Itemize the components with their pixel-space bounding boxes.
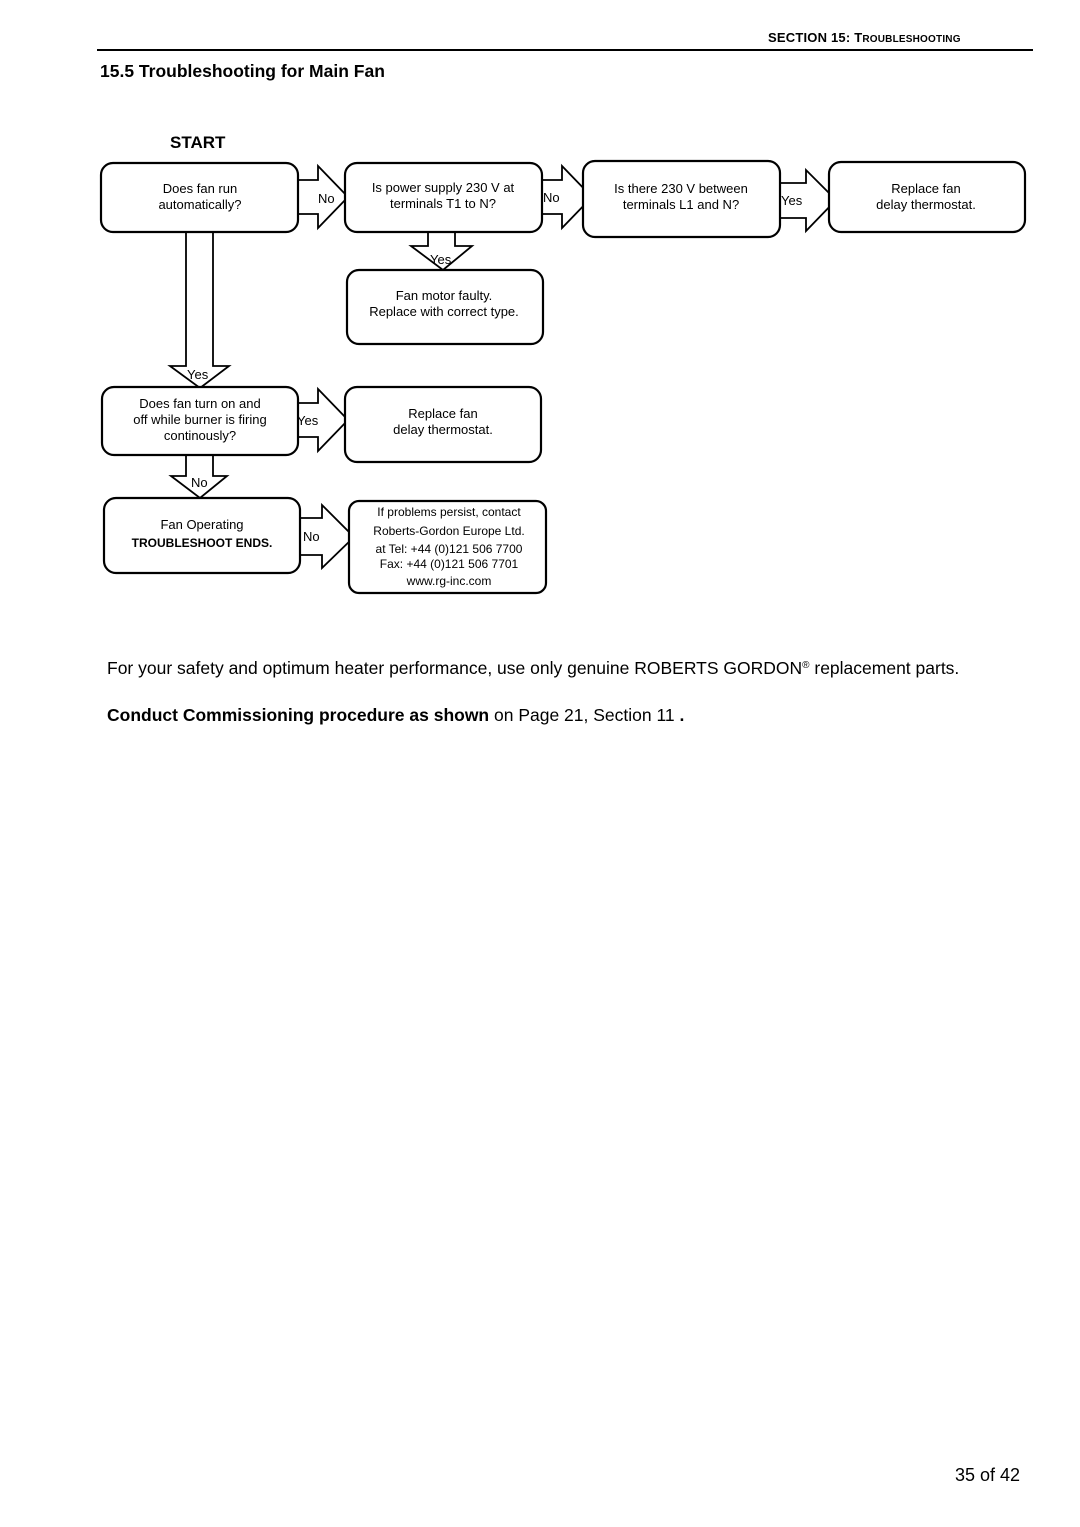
q2-line-2: terminals T1 to N? — [390, 196, 496, 211]
contact-line-1: If problems persist, contact — [377, 505, 521, 519]
start-label: START — [170, 133, 226, 152]
safety-text: For your safety and optimum heater performance, use only genuine ROBERTS GORDON — [107, 658, 803, 678]
q4-line-2: off while burner is firing — [133, 412, 267, 427]
arrow-q1-yes — [170, 230, 229, 388]
contact-line-3: at Tel: +44 (0)121 506 7700 — [375, 542, 523, 556]
r3-line-2: delay thermostat. — [393, 422, 493, 437]
commissioning-bold: Conduct Commissioning procedure as shown — [107, 705, 490, 725]
contact-line-5: www.rg-inc.com — [406, 574, 492, 588]
r2-line-2: Replace with correct type. — [369, 304, 519, 319]
contact-line-4: Fax: +44 (0)121 506 7701 — [379, 557, 519, 571]
q1-line-1: Does fan run — [162, 181, 238, 196]
section-header-rest: ROUBLESHOOTING — [862, 34, 961, 45]
r1-line-1: Replace fan — [891, 181, 961, 196]
end-line-1: Fan Operating — [160, 517, 244, 532]
commissioning-reference: on Page 21, Section 11 — [489, 705, 675, 725]
section-header-prefix: SECTION 15: T — [768, 30, 863, 45]
r1-line-2: delay thermostat. — [876, 197, 976, 212]
label-q4-no: No — [191, 475, 208, 490]
registered-mark: ® — [802, 660, 810, 671]
q3-line-2: terminals L1 and N? — [622, 197, 740, 212]
label-q3-yes: Yes — [781, 193, 803, 208]
page-title: 15.5 Troubleshooting for Main Fan — [100, 61, 385, 81]
commissioning-end: . — [674, 705, 685, 725]
q4-line-3: continously? — [163, 428, 237, 443]
q2-line-1: Is power supply 230 V at — [371, 180, 515, 195]
label-q4-yes: Yes — [297, 413, 319, 428]
label-q2-yes: Yes — [430, 252, 452, 267]
label-q1-no: No — [318, 191, 335, 206]
r2-line-1: Fan motor faulty. — [395, 288, 493, 303]
r3-line-1: Replace fan — [408, 406, 478, 421]
page-number: 35 of 42 — [955, 1465, 1021, 1485]
q3-line-1: Is there 230 V between — [614, 181, 748, 196]
q1-line-2: automatically? — [158, 197, 242, 212]
commissioning-note — [107, 705, 684, 726]
safety-paragraph — [107, 654, 1027, 680]
label-q2-no: No — [543, 190, 560, 205]
end-line-2: TROUBLESHOOT ENDS. — [131, 536, 273, 550]
safety-text-end: replacement parts. — [809, 658, 960, 678]
contact-line-2: Roberts-Gordon Europe Ltd. — [373, 524, 525, 538]
label-end-no: No — [303, 529, 320, 544]
q4-line-1: Does fan turn on and — [139, 396, 261, 411]
label-q1-yes: Yes — [187, 367, 209, 382]
troubleshooting-flowchart — [0, 0, 1080, 620]
